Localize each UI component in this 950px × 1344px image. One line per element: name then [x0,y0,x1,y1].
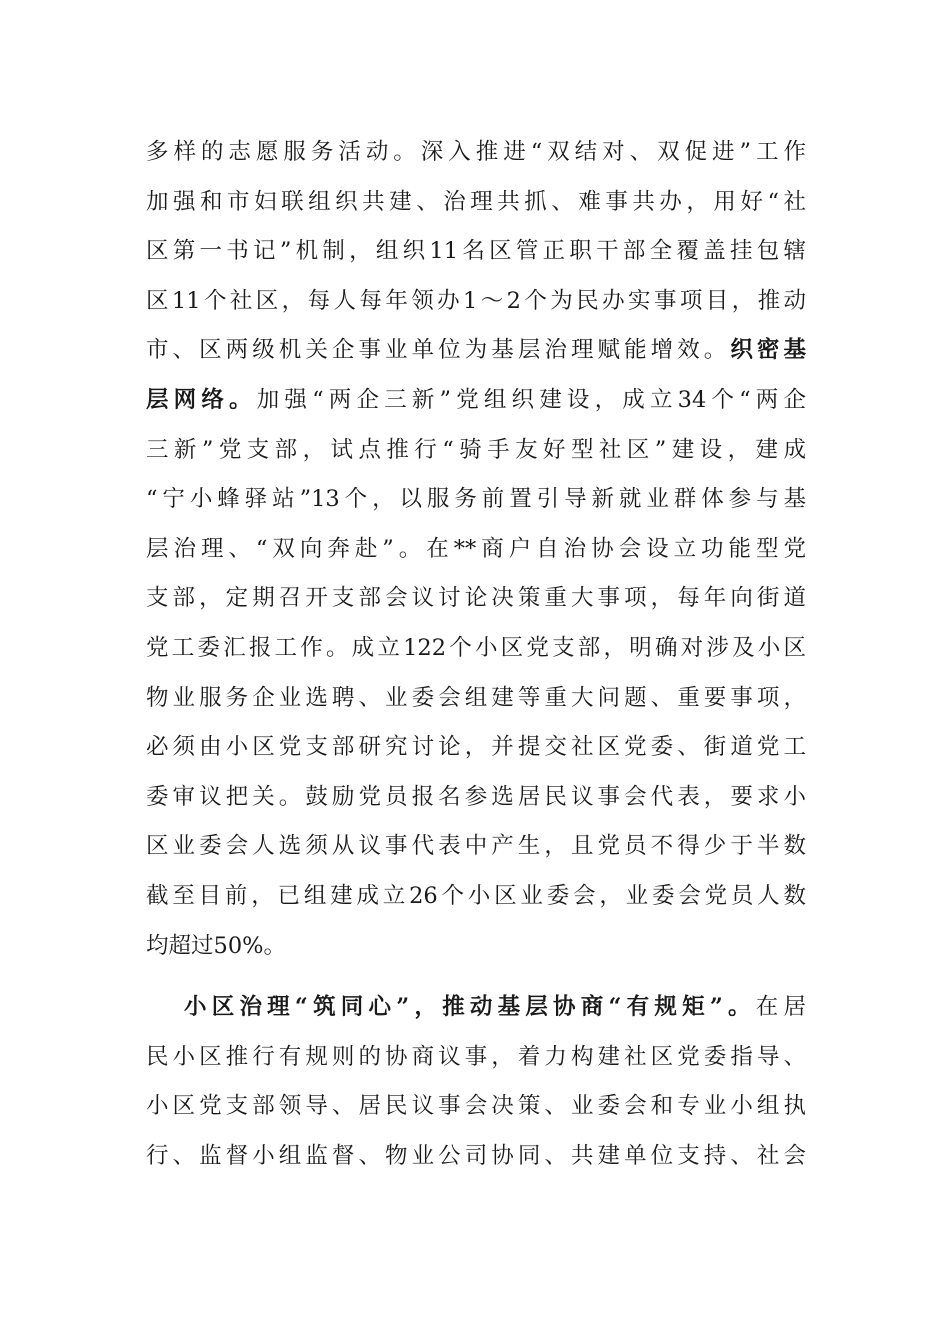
text-line: 截至目前，已组建成立26个小区业委会，业委会党员人数 [146,882,806,909]
text-line: 小区党支部领导、居民议事会决策、业委会和专业小组执 [146,1093,806,1120]
paragraph-1 [146,128,806,971]
bold-heading: 织密基 [730,337,806,364]
text-line: 党工委汇报工作。成立122个小区党支部，明确对涉及小区 [146,634,806,661]
text-line: 三新”党支部，试点推行“骑手友好型社区”建设，建成 [146,436,806,463]
bold-heading: 层网络。 [146,386,257,413]
text-line: 物业服务企业选聘、业委会组建等重大问题、重要事项， [146,684,806,711]
text-line: 必须由小区党支部研究讨论，并提交社区党委、街道党工 [146,734,806,761]
text-line: 行、监督小组监督、物业公司协同、共建单位支持、社会 [146,1142,806,1169]
text-line [146,326,806,376]
text-line: 支部，定期召开支部会议讨论决策重大事项，每年向街道 [146,585,806,612]
text-segment: 市、区两级机关企事业单位为基层治理赋能增效。 [146,337,731,364]
bold-heading: 小区治理“筑同心”，推动基层协商“有规矩”。 [184,994,756,1021]
text-line: 委审议把关。鼓励党员报名参选居民议事会代表，要求小 [146,783,806,810]
text-line [146,376,806,426]
text-line: 多样的志愿服务活动。深入推进“双结对、双促进”工作 [146,139,806,165]
text-segment: 在居 [755,994,806,1021]
text-line: 层治理、“双向奔赴”。在**商户自治协会设立功能型党 [146,535,806,562]
text-line: 均超过50%。 [146,932,287,959]
text-line [146,983,806,1033]
text-line: “宁小蜂驿站”13个，以服务前置引导新就业群体参与基 [146,486,806,513]
text-line: 区业委会人选须从议事代表中产生，且党员不得少于半数 [146,833,806,860]
text-segment: 加强“两企三新”党组织建设，成立34个“两企 [256,386,806,413]
text-line: 区第一书记”机制，组织11名区管正职干部全覆盖挂包辖 [146,238,806,265]
paragraph-gap [146,971,806,983]
text-line: 加强和市妇联组织共建、治理共抓、难事共办，用好“社 [146,188,806,215]
document-page [146,128,806,1181]
text-line: 民小区推行有规则的协商议事，着力构建社区党委指导、 [146,1043,806,1070]
text-line: 区11个社区，每人每年领办1～2个为民办实事项目，推动 [146,287,806,314]
paragraph-2 [146,983,806,1181]
